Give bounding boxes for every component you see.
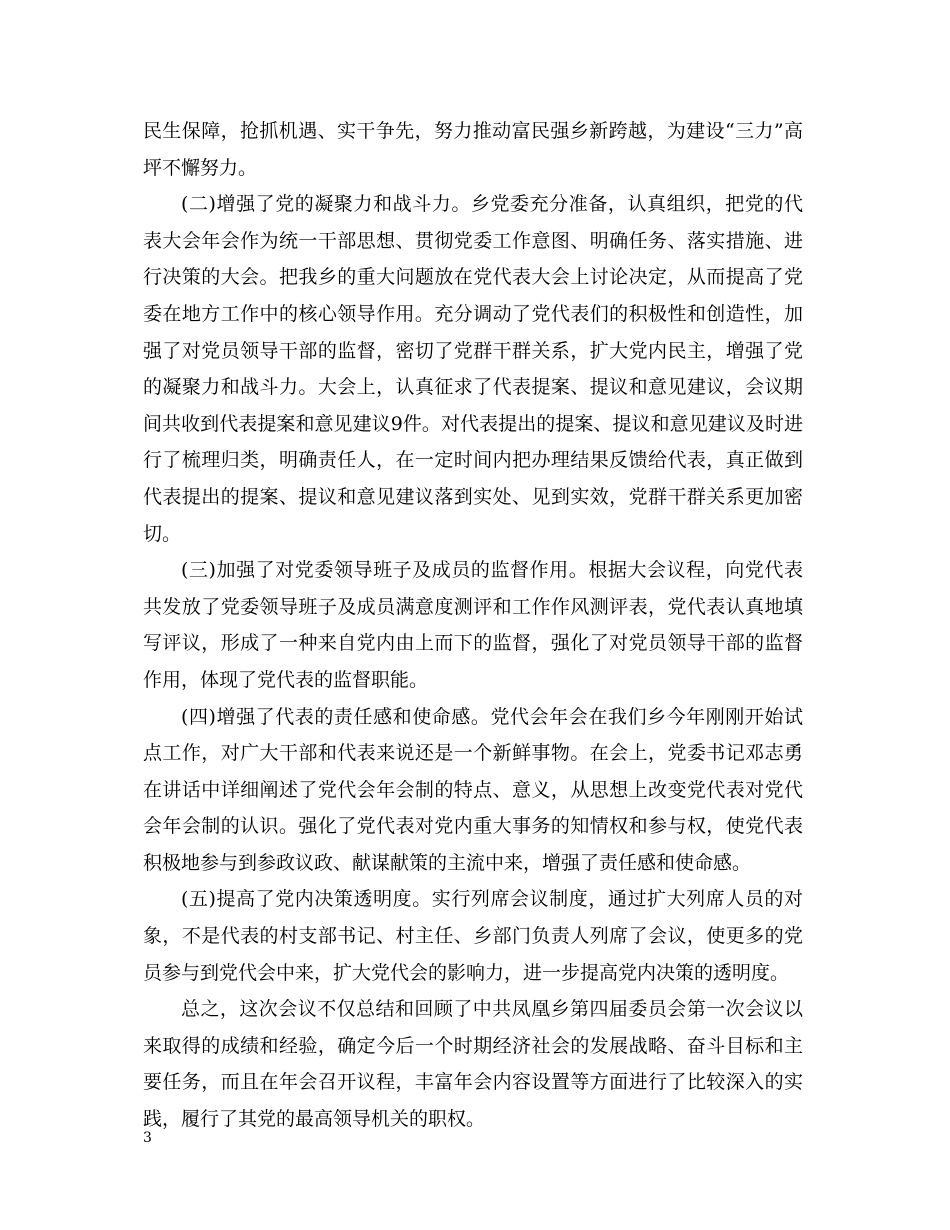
document-body	[143, 113, 803, 1138]
paragraph-transparency: (五)提高了党内决策透明度。实行列席会议制度，通过扩大列席人员的对象，不是代表的村支部书记、村主任、乡部门负责人列席了会议，使更多的党员参与到党代会中来，扩大党代会的影响力，进一步提高党内决策的透明度。	[143, 888, 803, 984]
paragraph-continuation: 民生保障，抢抓机遇、实干争先，努力推动富民强乡新跨越，为建设“三力”高坪不懈努力。	[143, 120, 803, 179]
paragraph-cohesion: (二)增强了党的凝聚力和战斗力。乡党委充分准备，认真组织，把党的代表大会年会作为统一干部思想、贯彻党委工作意图、明确任务、落实措施、进行决策的大会。把我乡的重大问题放在党代表大会上讨论决定，从而提高了党委在地方工作中的核心领导作用。充分调动了党代表们的积极性和创造性，加强了对党员领导干部的监督，密切了党群干群关系，扩大党内民主，增强了党的凝聚力和战斗力。大会上，认真征求了代表提案、提议和意见建议，会议期间共收到代表提案和意见建议9件。对代表提出的提案、提议和意见建议及时进行了梳理归类，明确责任人，在一定时间内把办理结果反馈给代表，真正做到代表提出的提案、提议和意见建议落到实处、见到实效，党群干群关系更加密切。	[143, 193, 803, 545]
page-number: 3	[143, 1130, 152, 1146]
paragraph-summary: 总之，这次会议不仅总结和回顾了中共凤凰乡第四届委员会第一次会议以来取得的成绩和经验，确定今后一个时期经济社会的发展战略、奋斗目标和主要任务，而且在年会召开议程，丰富年会内容设置等方面进行了比较深入的实践，履行了其党的最高领导机关的职权。	[143, 998, 803, 1131]
paragraph-supervision: (三)加强了对党委领导班子及成员的监督作用。根据大会议程，向党代表共发放了党委领导班子及成员满意度测评和工作作风测评表，党代表认真地填写评议，形成了一种来自党内由上而下的监督，强化了对党员领导干部的监督作用，体现了党代表的监督职能。	[143, 559, 803, 691]
paragraph-responsibility: (四)增强了代表的责任感和使命感。党代会年会在我们乡今年刚刚开始试点工作，对广大干部和代表来说还是一个新鲜事物。在会上，党委书记邓志勇在讲话中详细阐述了党代会年会制的特点、意义，从思想上改变党代表对党代会年会制的认识。强化了党代表对党内重大事务的知情权和参与权，使党代表积极地参与到参政议政、献谋献策的主流中来，增强了责任感和使命感。	[143, 705, 803, 874]
